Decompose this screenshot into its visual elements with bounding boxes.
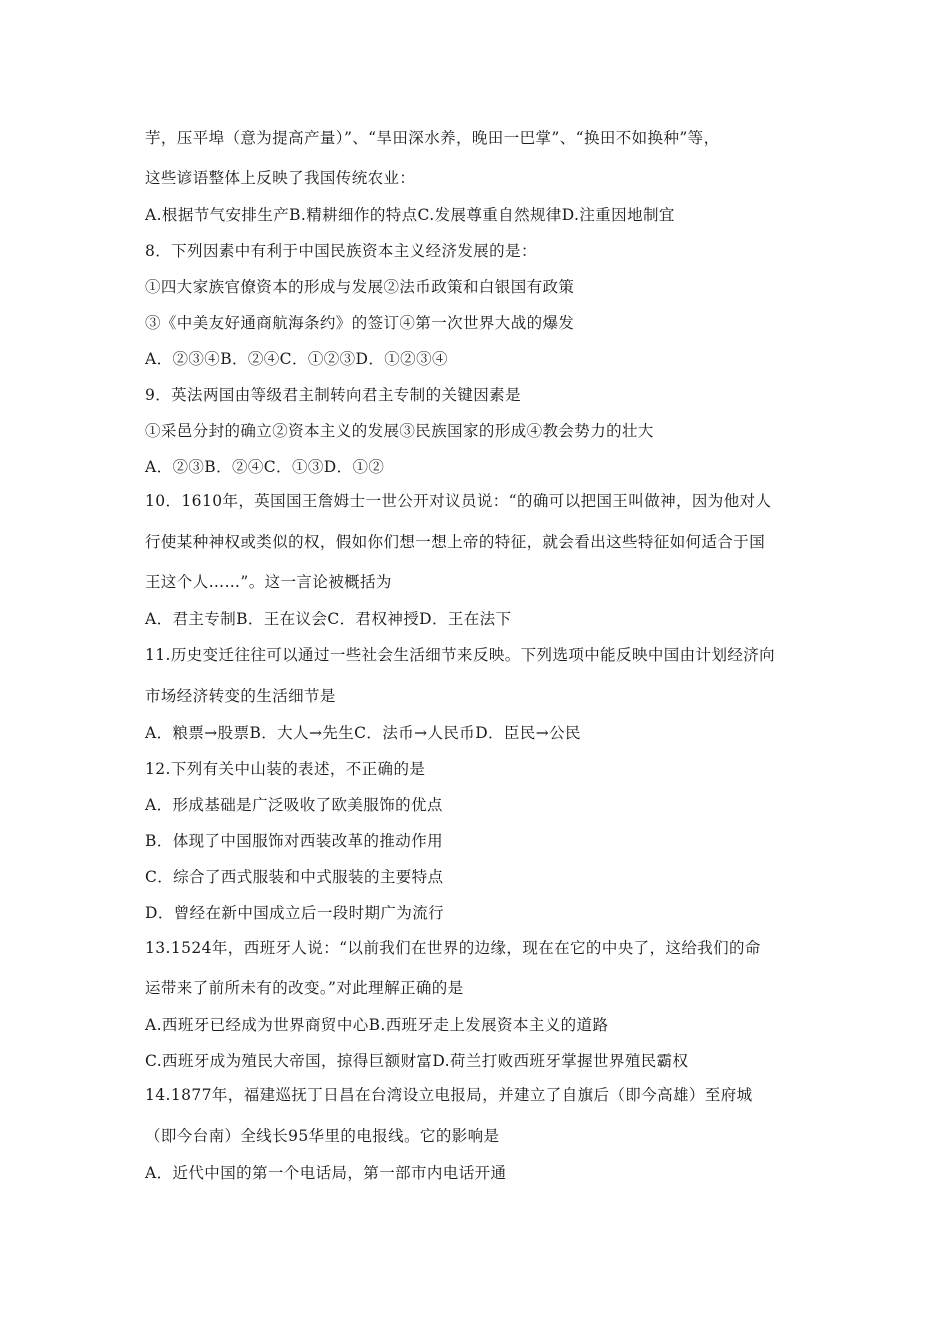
- text-line: A．君主专制B．王在议会C．君权神授D．王在法下: [145, 610, 512, 628]
- text-line: A.西班牙已经成为世界商贸中心B.西班牙走上发展资本主义的道路: [145, 1016, 609, 1034]
- text-line: 10．1610年，英国国王詹姆士一世公开对议员说：“的确可以把国王叫做神，因为他对人: [145, 492, 772, 510]
- text-line: A.根据节气安排生产B.精耕细作的特点C.发展尊重自然规律D.注重因地制宜: [145, 206, 675, 224]
- text-line: A．②③④B．②④C．①②③D．①②③④: [145, 350, 448, 368]
- text-line: A．近代中国的第一个电话局，第一部市内电话开通: [145, 1164, 507, 1182]
- text-line: ③《中美友好通商航海条约》的签订④第一次世界大战的爆发: [145, 314, 575, 332]
- text-line: A．形成基础是广泛吸收了欧美服饰的优点: [145, 796, 443, 814]
- text-line: 8．下列因素中有利于中国民族资本主义经济发展的是：: [145, 242, 537, 260]
- text-line: 芋，压平埠（意为提高产量）”、“旱田深水养，晚田一巴掌”、“换田不如换种”等，: [145, 129, 720, 147]
- text-line: C.西班牙成为殖民大帝国，掠得巨额财富D.荷兰打败西班牙掌握世界殖民霸权: [145, 1052, 689, 1070]
- text-line: 王这个人……”。这一言论被概括为: [145, 573, 392, 591]
- text-line: （即今台南）全线长95华里的电报线。它的影响是: [145, 1127, 500, 1145]
- text-line: 12.下列有关中山装的表述，不正确的是: [145, 760, 426, 778]
- text-line: 9．英法两国由等级君主制转向君主专制的关键因素是: [145, 386, 521, 404]
- text-line: 运带来了前所未有的改变。”对此理解正确的是: [145, 979, 464, 997]
- text-line: 14.1877年，福建巡抚丁日昌在台湾设立电报局，并建立了自旗后（即今高雄）至府城: [145, 1086, 753, 1104]
- text-line: A．粮票→股票B．大人→先生C．法币→人民币D．臣民→公民: [145, 724, 581, 742]
- text-line: 13.1524年，西班牙人说：“以前我们在世界的边缘，现在在它的中央了，这给我们的命: [145, 939, 761, 957]
- text-line: ①四大家族官僚资本的形成与发展②法币政策和白银国有政策: [145, 278, 575, 296]
- text-line: 市场经济转变的生活细节是: [145, 687, 336, 705]
- text-line: C．综合了西式服装和中式服装的主要特点: [145, 868, 444, 886]
- text-line: 行使某种神权或类似的权，假如你们想一想上帝的特征，就会看出这些特征如何适合于国: [145, 533, 766, 551]
- text-line: ①采邑分封的确立②资本主义的发展③民族国家的形成④教会势力的壮大: [145, 422, 654, 440]
- text-line: A．②③B．②④C．①③D．①②: [145, 458, 385, 476]
- text-line: 11.历史变迁往往可以通过一些社会生活细节来反映。下列选项中能反映中国由计划经济向: [145, 646, 776, 664]
- text-line: B．体现了中国服饰对西装改革的推动作用: [145, 832, 443, 850]
- text-line: D．曾经在新中国成立后一段时期广为流行: [145, 904, 445, 922]
- text-line: 这些谚语整体上反映了我国传统农业：: [145, 169, 416, 187]
